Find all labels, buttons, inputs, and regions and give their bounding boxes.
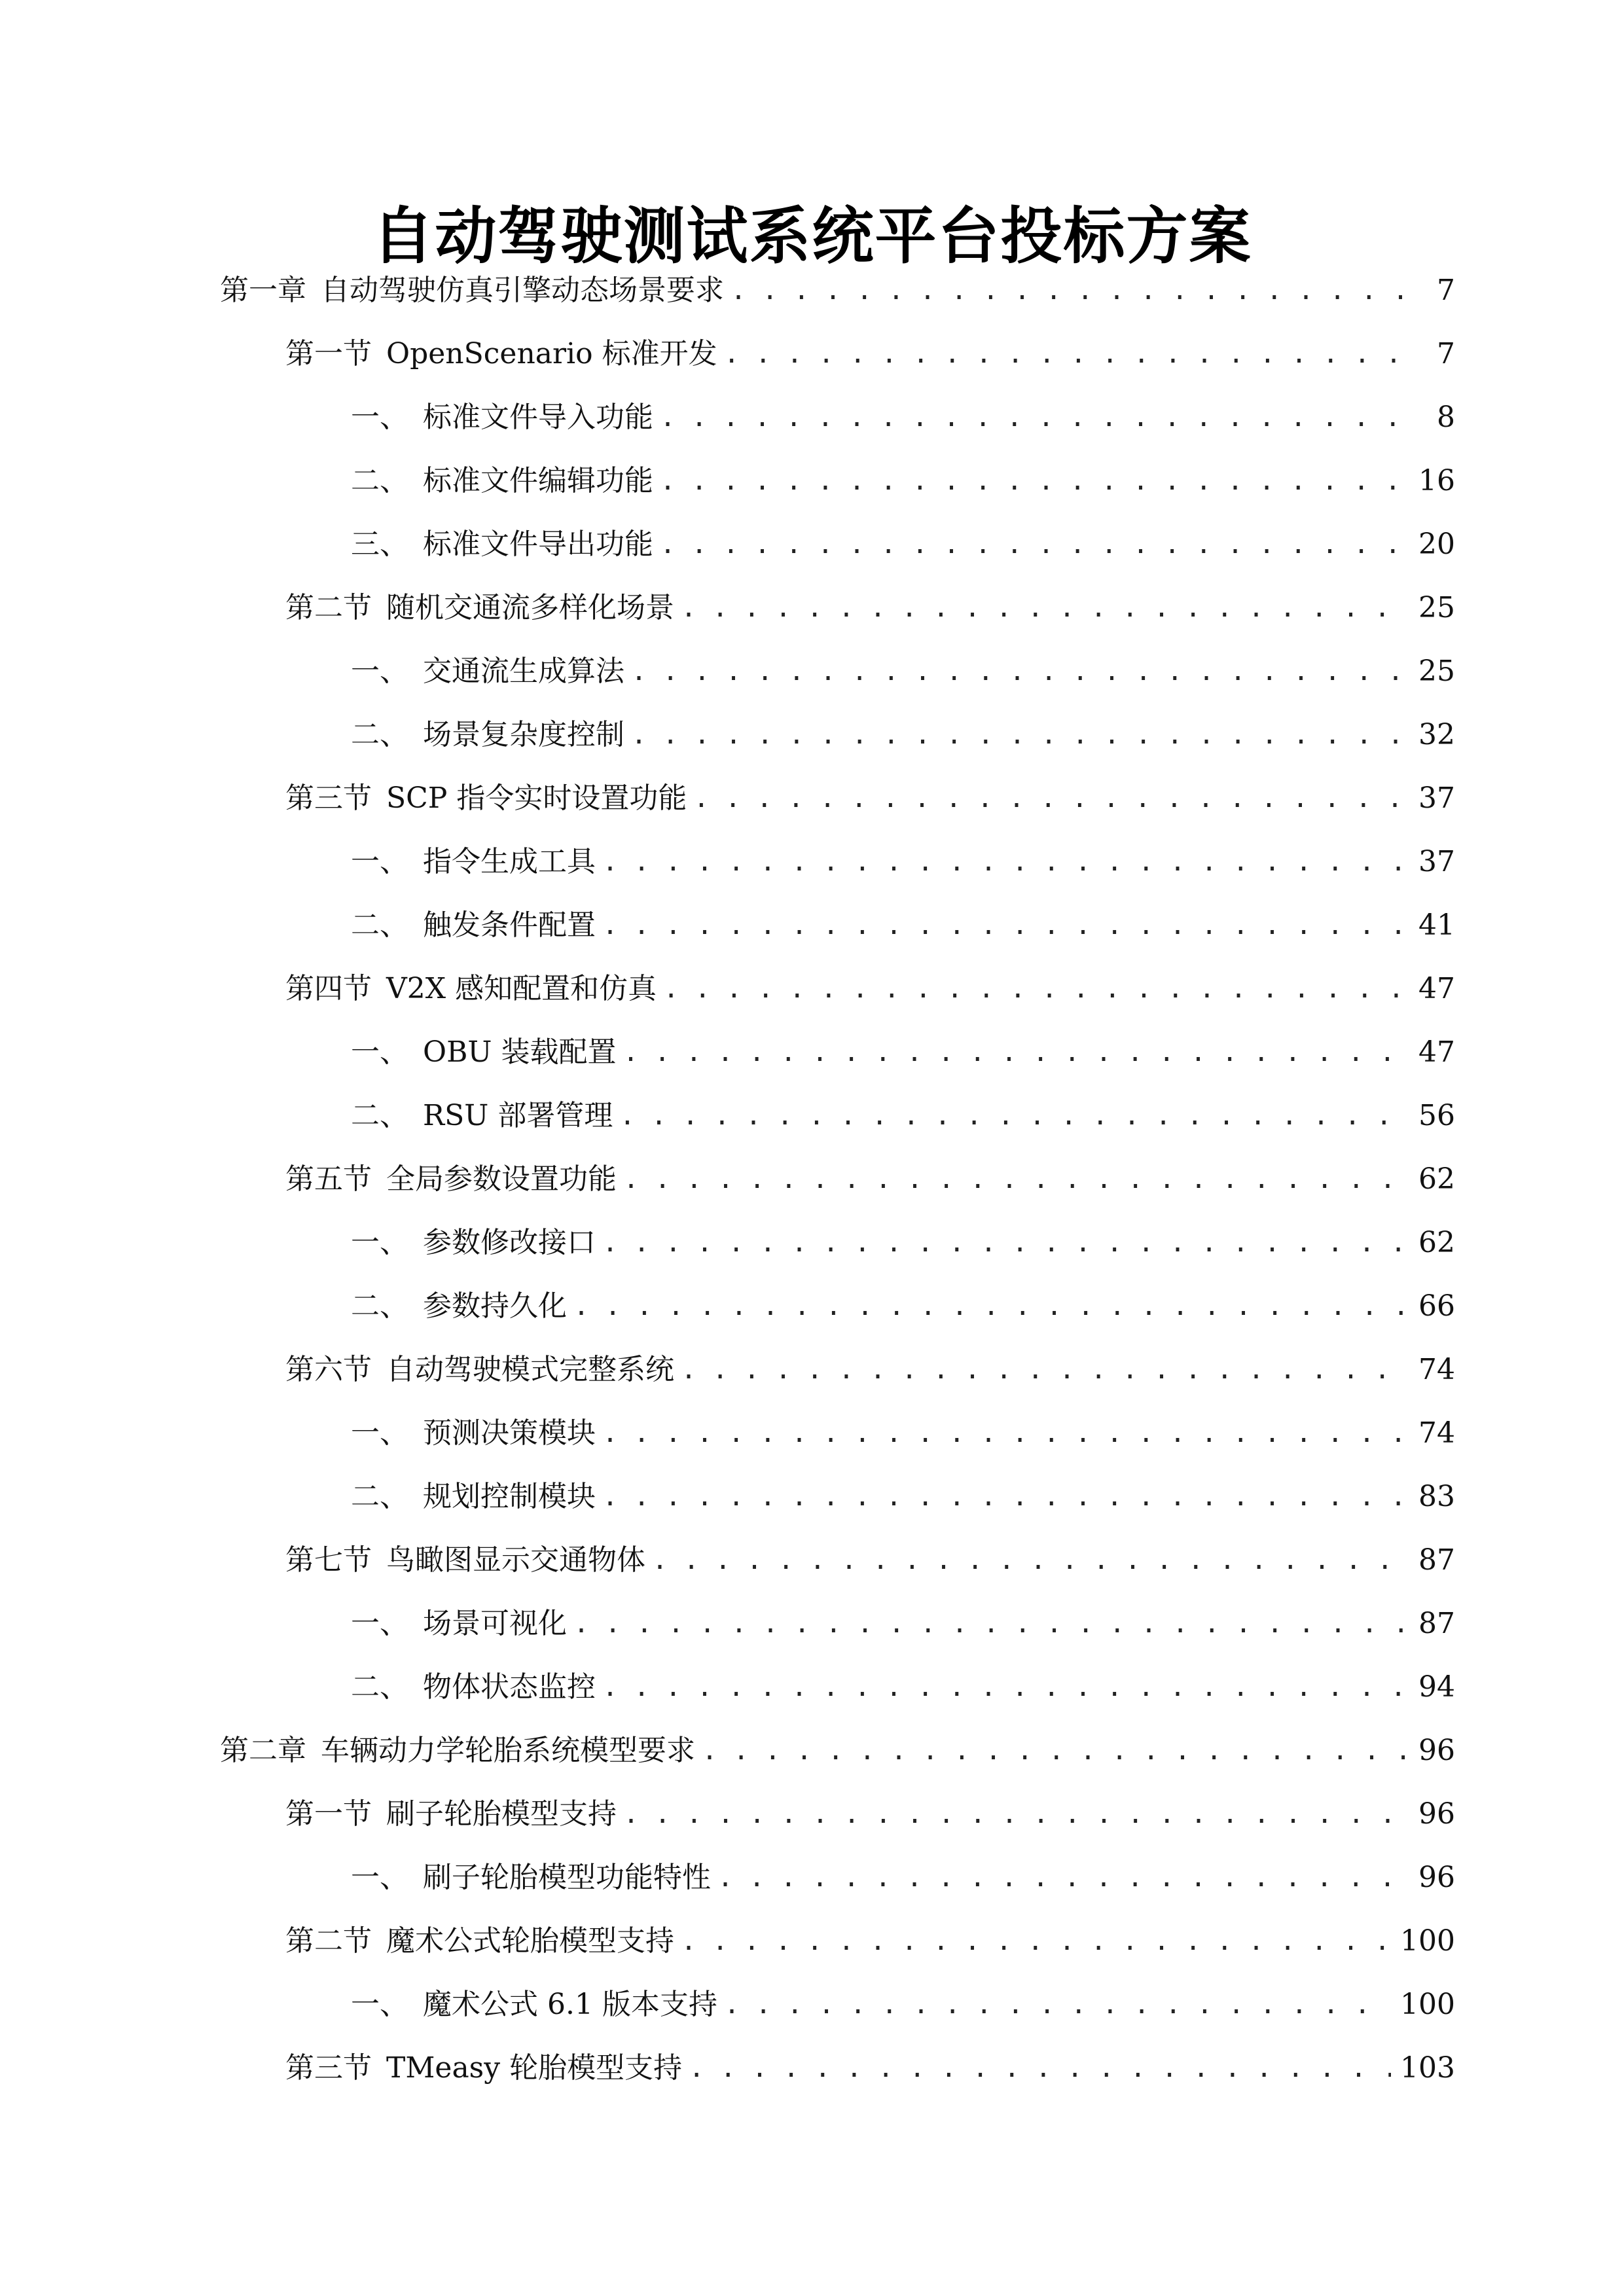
toc-entry-number: 第三节 xyxy=(285,2051,372,2085)
toc-entry[interactable] xyxy=(0,1338,1624,1401)
toc-entry-title: 魔术公式 6.1 版本支持 xyxy=(423,1987,717,2021)
toc-entry-page-number: 103 xyxy=(1400,2051,1455,2085)
toc-entry-title: 触发条件配置 xyxy=(423,908,596,942)
toc-entry-page-number: 100 xyxy=(1400,1924,1455,1958)
toc-entry-number: 二、 xyxy=(351,1289,408,1323)
toc-entry[interactable] xyxy=(0,1020,1624,1084)
toc-entry[interactable] xyxy=(0,1274,1624,1338)
toc-entry[interactable] xyxy=(0,957,1624,1020)
toc-entry-number: 第六节 xyxy=(285,1352,372,1386)
toc-entry-page-number: 87 xyxy=(1418,1543,1455,1577)
toc-entry-title: 自动驾驶仿真引擎动态场景要求 xyxy=(321,273,724,307)
toc-entry-page-number: 96 xyxy=(1418,1797,1455,1831)
toc-entry[interactable] xyxy=(0,1084,1624,1147)
toc-entry-page-number: 100 xyxy=(1400,1987,1455,2021)
toc-dot-leader xyxy=(724,334,1420,374)
toc-entry-number: 二、 xyxy=(351,1098,408,1132)
toc-entry-number: 一、 xyxy=(351,1606,408,1640)
toc-entry-title: 随机交通流多样化场景 xyxy=(386,590,674,624)
toc-entry[interactable] xyxy=(0,893,1624,957)
toc-entry-title: 刷子轮胎模型功能特性 xyxy=(423,1860,711,1894)
toc-dot-leader xyxy=(631,652,1409,691)
toc-entry-title: 鸟瞰图显示交通物体 xyxy=(386,1543,645,1577)
toc-entry[interactable] xyxy=(0,259,1624,322)
toc-entry[interactable] xyxy=(0,1973,1624,2036)
toc-entry-title: OpenScenario 标准开发 xyxy=(386,336,717,370)
toc-entry-title: 交通流生成算法 xyxy=(423,654,624,688)
toc-entry-number: 一、 xyxy=(351,1987,408,2021)
toc-entry-page-number: 8 xyxy=(1437,400,1455,434)
table-of-contents xyxy=(0,259,1624,2100)
toc-entry-page-number: 37 xyxy=(1418,844,1455,878)
toc-entry[interactable] xyxy=(0,1465,1624,1528)
toc-entry-title: OBU 装载配置 xyxy=(423,1035,617,1069)
toc-entry-title: 刷子轮胎模型支持 xyxy=(386,1797,617,1831)
toc-dot-leader xyxy=(689,2049,1391,2088)
toc-entry-page-number: 66 xyxy=(1418,1289,1455,1323)
toc-dot-leader xyxy=(619,1096,1409,1136)
toc-entry-number: 三、 xyxy=(351,527,408,561)
toc-entry[interactable] xyxy=(0,1528,1624,1592)
toc-entry[interactable] xyxy=(0,1147,1624,1211)
toc-entry-page-number: 47 xyxy=(1418,971,1455,1005)
toc-entry-title: V2X 感知配置和仿真 xyxy=(386,971,657,1005)
toc-entry-page-number: 41 xyxy=(1418,908,1455,942)
toc-dot-leader xyxy=(681,1350,1409,1390)
toc-entry-page-number: 47 xyxy=(1418,1035,1455,1069)
toc-entry-number: 第四节 xyxy=(285,971,372,1005)
toc-entry[interactable] xyxy=(0,703,1624,766)
toc-entry-number: 一、 xyxy=(351,1416,408,1450)
toc-entry-title: 物体状态监控 xyxy=(423,1670,596,1704)
toc-entry[interactable] xyxy=(0,766,1624,830)
toc-entry[interactable] xyxy=(0,512,1624,576)
toc-entry-page-number: 32 xyxy=(1418,717,1455,751)
toc-entry[interactable] xyxy=(0,1846,1624,1909)
toc-dot-leader xyxy=(652,1541,1409,1580)
toc-entry-page-number: 20 xyxy=(1418,527,1455,561)
toc-dot-leader xyxy=(724,1985,1391,2024)
toc-entry-page-number: 94 xyxy=(1418,1670,1455,1704)
toc-entry-title: 场景可视化 xyxy=(423,1606,567,1640)
toc-entry-number: 一、 xyxy=(351,400,408,434)
toc-entry-title: 规划控制模块 xyxy=(423,1479,596,1513)
toc-entry[interactable] xyxy=(0,1592,1624,1655)
toc-dot-leader xyxy=(623,1033,1409,1072)
toc-entry-page-number: 37 xyxy=(1418,781,1455,815)
toc-entry[interactable] xyxy=(0,1719,1624,1782)
document-title: 自动驾驶测试系统平台投标方案 xyxy=(372,200,1252,272)
toc-dot-leader xyxy=(660,525,1409,564)
toc-entry-title: 标准文件导出功能 xyxy=(423,527,653,561)
toc-entry[interactable] xyxy=(0,1782,1624,1846)
toc-entry[interactable] xyxy=(0,639,1624,703)
toc-entry-page-number: 7 xyxy=(1437,273,1455,307)
toc-entry-page-number: 74 xyxy=(1418,1416,1455,1450)
toc-entry-title: 场景复杂度控制 xyxy=(423,717,624,751)
toc-dot-leader xyxy=(623,1795,1409,1834)
toc-entry-number: 二、 xyxy=(351,1670,408,1704)
toc-entry-page-number: 25 xyxy=(1418,654,1455,688)
toc-entry[interactable] xyxy=(0,386,1624,449)
toc-entry[interactable] xyxy=(0,576,1624,639)
toc-entry-number: 第三节 xyxy=(285,781,372,815)
toc-entry-number: 二、 xyxy=(351,463,408,497)
toc-entry[interactable] xyxy=(0,449,1624,512)
toc-entry-number: 第二章 xyxy=(220,1733,306,1767)
toc-entry-number: 第一节 xyxy=(285,1797,372,1831)
toc-dot-leader xyxy=(717,1858,1409,1897)
toc-dot-leader xyxy=(702,1731,1409,1770)
toc-entry-page-number: 62 xyxy=(1418,1162,1455,1196)
toc-dot-leader xyxy=(681,588,1409,628)
toc-entry-page-number: 56 xyxy=(1418,1098,1455,1132)
toc-dot-leader xyxy=(693,779,1409,818)
toc-dot-leader xyxy=(660,398,1420,437)
toc-entry-title: 自动驾驶模式完整系统 xyxy=(386,1352,674,1386)
toc-entry-title: 指令生成工具 xyxy=(423,844,596,878)
toc-entry[interactable] xyxy=(0,1655,1624,1719)
toc-entry-number: 第一章 xyxy=(220,273,306,307)
toc-entry-title: 魔术公式轮胎模型支持 xyxy=(386,1924,674,1958)
toc-entry-number: 一、 xyxy=(351,1035,408,1069)
toc-entry-title: TMeasy 轮胎模型支持 xyxy=(386,2051,683,2085)
toc-dot-leader xyxy=(573,1287,1409,1326)
toc-entry-title: 车辆动力学轮胎系统模型要求 xyxy=(321,1733,695,1767)
toc-entry-title: 标准文件编辑功能 xyxy=(423,463,653,497)
toc-entry[interactable] xyxy=(0,1401,1624,1465)
toc-dot-leader xyxy=(681,1922,1391,1961)
toc-dot-leader xyxy=(602,1477,1409,1516)
toc-dot-leader xyxy=(602,842,1409,882)
toc-entry-title: 标准文件导入功能 xyxy=(423,400,653,434)
toc-entry[interactable] xyxy=(0,2036,1624,2100)
toc-entry-page-number: 96 xyxy=(1418,1733,1455,1767)
toc-dot-leader xyxy=(602,1668,1409,1707)
toc-entry-page-number: 25 xyxy=(1418,590,1455,624)
toc-dot-leader xyxy=(660,461,1409,501)
toc-entry-page-number: 16 xyxy=(1418,463,1455,497)
toc-entry-page-number: 87 xyxy=(1418,1606,1455,1640)
toc-entry-number: 第二节 xyxy=(285,590,372,624)
toc-dot-leader xyxy=(602,1414,1409,1453)
toc-dot-leader xyxy=(663,969,1409,1009)
toc-entry-page-number: 96 xyxy=(1418,1860,1455,1894)
toc-entry[interactable] xyxy=(0,830,1624,893)
toc-entry-page-number: 74 xyxy=(1418,1352,1455,1386)
toc-entry-number: 二、 xyxy=(351,1479,408,1513)
toc-dot-leader xyxy=(573,1604,1409,1643)
toc-dot-leader xyxy=(731,271,1420,310)
toc-entry-title: 参数修改接口 xyxy=(423,1225,596,1259)
toc-dot-leader xyxy=(602,1223,1409,1263)
toc-dot-leader xyxy=(623,1160,1409,1199)
toc-entry-number: 二、 xyxy=(351,908,408,942)
toc-entry-page-number: 7 xyxy=(1437,336,1455,370)
toc-dot-leader xyxy=(631,715,1409,755)
toc-entry-title: 全局参数设置功能 xyxy=(386,1162,617,1196)
toc-entry-title: 预测决策模块 xyxy=(423,1416,596,1450)
toc-entry-number: 第五节 xyxy=(285,1162,372,1196)
toc-entry-number: 一、 xyxy=(351,1860,408,1894)
toc-entry-number: 二、 xyxy=(351,717,408,751)
toc-entry[interactable] xyxy=(0,1211,1624,1274)
toc-entry-number: 一、 xyxy=(351,1225,408,1259)
toc-entry-number: 一、 xyxy=(351,654,408,688)
toc-entry-number: 第七节 xyxy=(285,1543,372,1577)
toc-dot-leader xyxy=(602,906,1409,945)
toc-entry-page-number: 62 xyxy=(1418,1225,1455,1259)
toc-entry-page-number: 83 xyxy=(1418,1479,1455,1513)
toc-entry-title: 参数持久化 xyxy=(423,1289,567,1323)
toc-entry-title: RSU 部署管理 xyxy=(423,1098,613,1132)
toc-entry-number: 第一节 xyxy=(285,336,372,370)
toc-entry-title: SCP 指令实时设置功能 xyxy=(386,781,687,815)
toc-entry-number: 一、 xyxy=(351,844,408,878)
toc-entry-number: 第二节 xyxy=(285,1924,372,1958)
toc-entry[interactable] xyxy=(0,322,1624,386)
toc-entry[interactable] xyxy=(0,1909,1624,1973)
